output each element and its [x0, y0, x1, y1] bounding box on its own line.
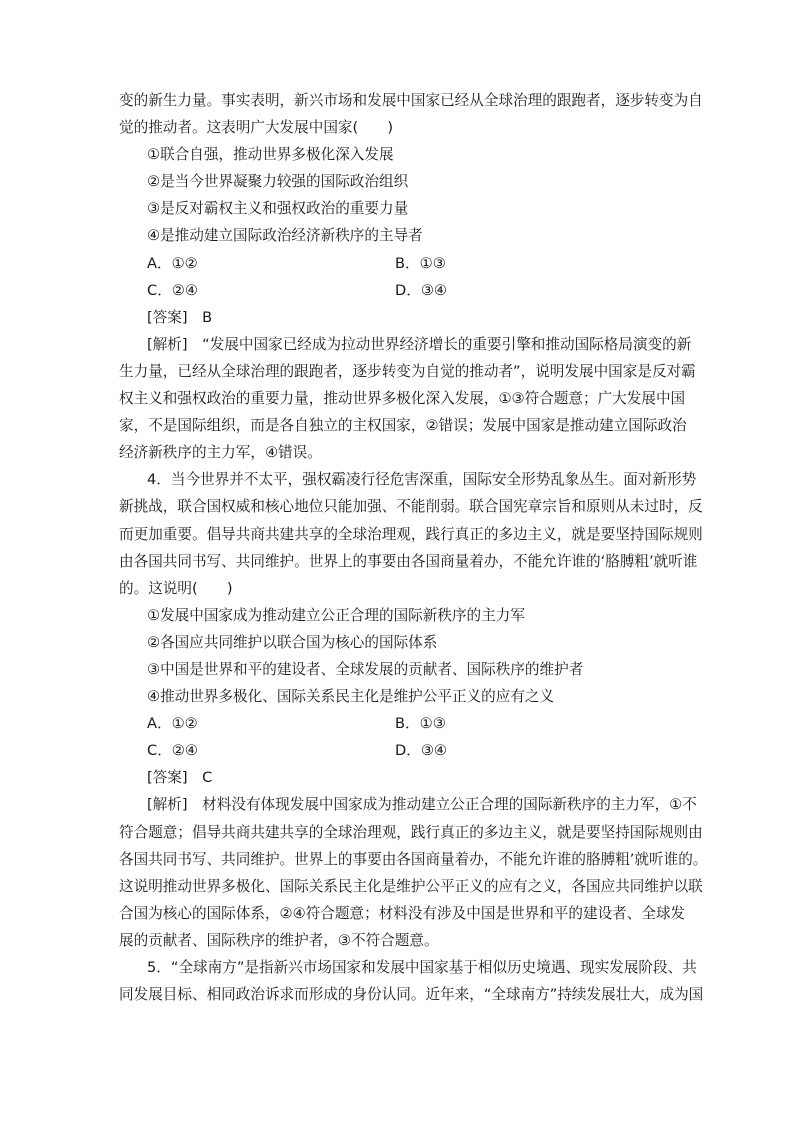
q3-statement-3: ③是反对霸权主义和强权政治的重要力量 — [147, 200, 409, 218]
q4-option-b: B．①③ — [395, 715, 446, 733]
q4-stem-line: 而更加重要。倡导共商共建共享的全球治理观，践行真正的多边主义，就是要坚持国际规则 — [119, 525, 703, 543]
q3-option-c: C．②④ — [147, 281, 198, 299]
question-5 — [119, 954, 704, 1008]
q4-analysis-line: [解析] 材料没有体现发展中国家成为推动建立公正合理的国际新秩序的主力军，①不 — [147, 796, 697, 814]
q3-statement-2: ②是当今世界凝聚力较强的国际政治组织 — [147, 173, 409, 191]
q3-analysis-line: [解析] “发展中国家已经成为拉动世界经济增长的重要引擎和推动国际格局演变的新 — [147, 335, 692, 353]
q4-analysis-line: 合国为核心的国际体系，②④符合题意；材料没有涉及中国是世界和平的建设者、全球发 — [119, 904, 686, 922]
q3-statement-4: ④是推动建立国际政治经济新秩序的主导者 — [147, 227, 423, 245]
q4-stem-line: 新挑战，联合国权威和核心地位只能加强、不能削弱。联合国宪章宗旨和原则从未过时，反 — [119, 498, 703, 516]
q4-statement-4: ④推动世界多极化、国际关系民主化是维护公平正义的应有之义 — [147, 688, 555, 706]
q3-options-row-1 — [119, 250, 679, 277]
q3-statement-1: ①联合自强，推动世界多极化深入发展 — [147, 146, 394, 164]
q3-analysis-line: 家，不是国际组织，而是各自独立的主权国家，②错误；发展中国家是推动建立国际政治 — [119, 417, 687, 435]
q4-answer: [答案] C — [147, 769, 213, 787]
q3-analysis-line: 经济新秩序的主力军，④错误。 — [119, 444, 322, 462]
q3-answer: [答案] B — [147, 308, 213, 326]
q4-analysis-line: 各国共同书写、共同维护。世界上的事要由各国商量着办，不能允许谁的胳膊粗’就听谁的。 — [119, 850, 708, 868]
q4-statement-1: ①发展中国家成为推动建立公正合理的国际新秩序的主力军 — [147, 606, 525, 624]
q4-option-a: A．①② — [147, 715, 198, 733]
q3-analysis-line: 生力量，已经从全球治理的跟跑者，逐步转变为自觉的推动者”，说明发展中国家是反对霸 — [119, 362, 696, 380]
q4-options-row-1 — [119, 710, 679, 737]
q5-stem-line: 同发展目标、相同政治诉求而形成的身份认同。近年来，“全球南方”持续发展壮大，成为国 — [119, 986, 704, 1004]
q4-analysis-line: 符合题意；倡导共商共建共享的全球治理观，践行真正的多边主义，就是要坚持国际规则由 — [119, 823, 703, 841]
q4-stem-line: 4．当今世界并不太平，强权霸凌行径危害深重，国际安全形势乱象丛生。面对新形势 — [147, 471, 697, 489]
question-4 — [119, 466, 708, 954]
q4-stem-line: 的。这说明( ) — [119, 579, 233, 597]
q4-option-c: C．②④ — [147, 742, 198, 760]
q4-options-row-2 — [119, 737, 679, 764]
q5-stem-line: 5．“全球南方”是指新兴市场国家和发展中国家基于相似历史境遇、现实发展阶段、共 — [147, 959, 697, 976]
q4-analysis-line: 展的贡献者、国际秩序的维护者，③不符合题意。 — [119, 931, 439, 949]
q3-option-d: D．③④ — [395, 281, 447, 299]
document-page — [119, 87, 708, 1008]
q4-stem-line: 由各国共同书写、共同维护。世界上的事要由各国商量着办，不能允许谁的‘胳膊粗’就听谁 — [119, 552, 698, 570]
q3-option-b: B．①③ — [395, 254, 446, 272]
q3-option-a: A．①② — [147, 254, 198, 272]
q3-stem-line: 觉的推动者。这表明广大发展中国家( ) — [119, 119, 394, 137]
q3-stem-line: 变的新生力量。事实表明，新兴市场和发展中国家已经从全球治理的跟跑者，逐步转变为自 — [119, 92, 703, 109]
q3-analysis-line: 权主义和强权政治的重要力量，推动世界多极化深入发展，①③符合题意；广大发展中国 — [119, 390, 686, 408]
q4-statement-3: ③中国是世界和平的建设者、全球发展的贡献者、国际秩序的维护者 — [147, 660, 584, 678]
q4-analysis-line: 这说明推动世界多极化、国际关系民主化是维护公平正义的应有之义，各国应共同维护以联 — [119, 877, 703, 895]
q4-statement-2: ②各国应共同维护以联合国为核心的国际体系 — [147, 633, 438, 651]
q3-options-row-2 — [119, 277, 679, 304]
question-3 — [119, 87, 703, 466]
q4-option-d: D．③④ — [395, 742, 447, 760]
